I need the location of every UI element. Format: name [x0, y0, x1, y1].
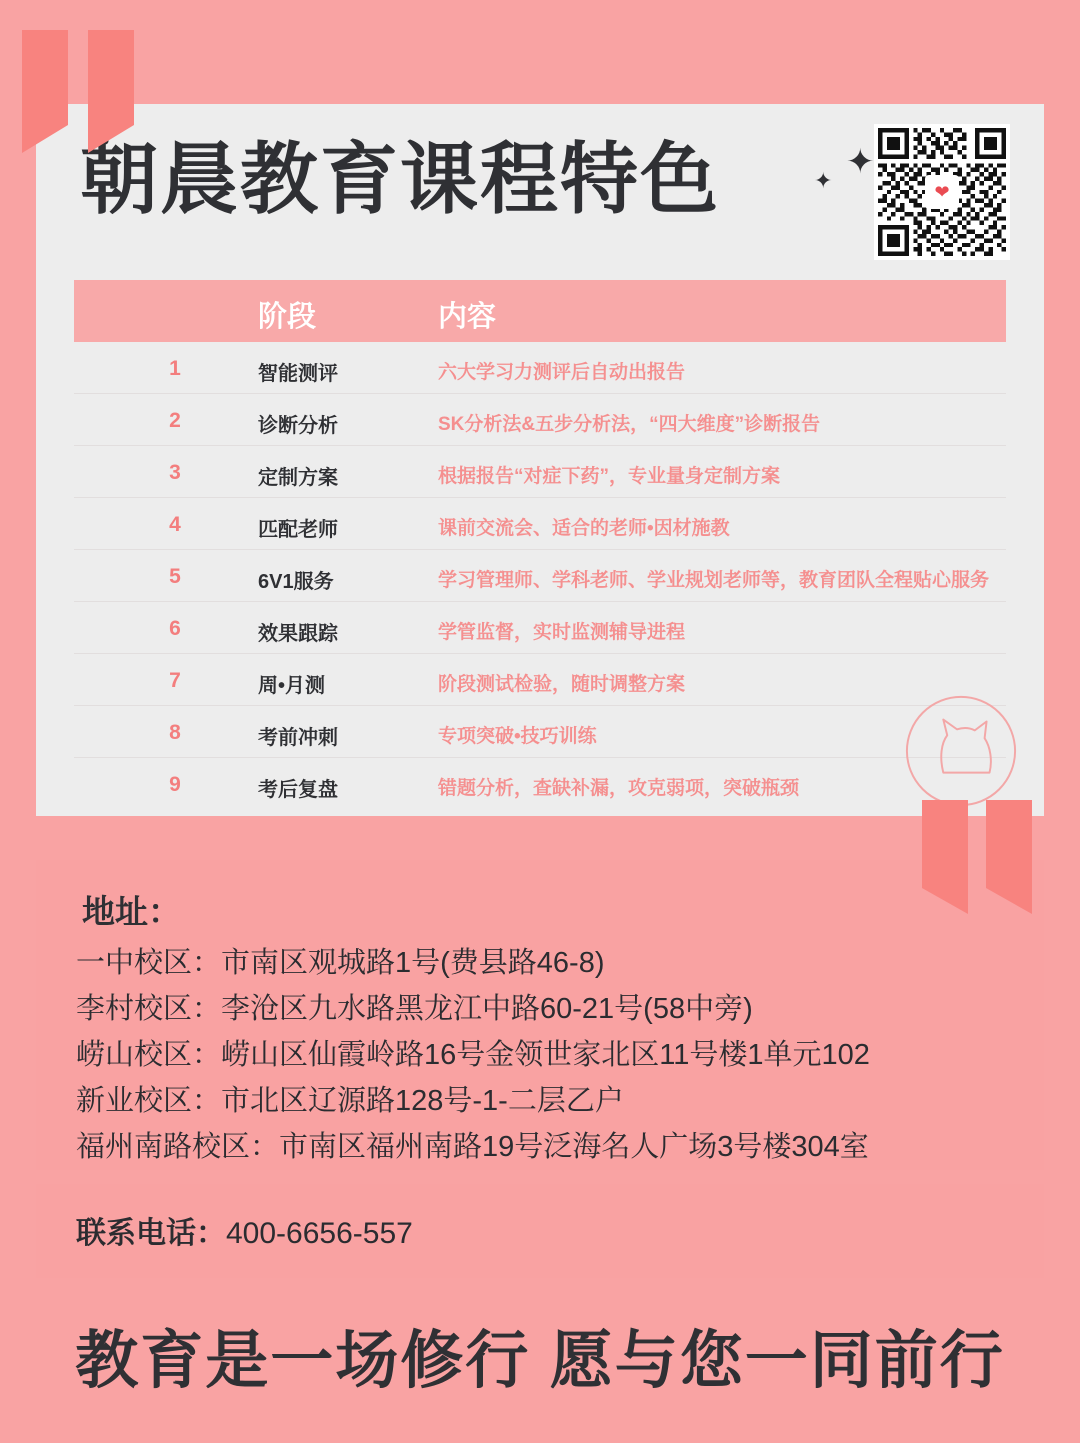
column-header-stage: 阶段 [258, 301, 317, 333]
list-item: 一中校区：市南区观城路1号(费县路46-8) [76, 947, 605, 979]
row-content: 学习管理师、学科老师、学业规划老师等，教育团队全程贴心服务 [438, 570, 990, 591]
table-row [74, 550, 1006, 602]
row-number: 1 [169, 357, 181, 380]
table-row [74, 706, 1006, 758]
address-title: 地址： [82, 893, 181, 930]
list-item: 新业校区：市北区辽源路128号-1-二层乙户 [76, 1085, 624, 1117]
table-row [74, 602, 1006, 654]
cat-outline-icon [902, 692, 1020, 810]
contact-section [36, 1184, 1044, 1278]
row-number: 7 [169, 669, 181, 692]
address-list [76, 940, 1016, 1170]
row-content: 阶段测试检验，随时调整方案 [438, 674, 686, 695]
sparkle-small-icon: ✦ [814, 168, 833, 193]
address-section [36, 860, 1044, 1170]
row-number: 8 [169, 721, 181, 744]
row-number: 5 [169, 565, 181, 588]
quote-open-icon [22, 30, 152, 125]
contact-line [76, 1208, 413, 1252]
table-row [74, 498, 1006, 550]
contact-label: 联系电话： [76, 1217, 226, 1250]
row-stage: 周•月测 [258, 675, 326, 697]
row-content: 错题分析，查缺补漏，攻克弱项，突破瓶颈 [438, 778, 800, 799]
list-item: 福州南路校区：市南区福州南路19号泛海名人广场3号楼304室 [76, 1131, 869, 1163]
quote-close-icon [922, 800, 1040, 888]
list-item: 李村校区：李沧区九水路黑龙江中路60-21号(58中旁) [76, 993, 753, 1025]
sparkle-large-icon: ✦ [846, 143, 875, 181]
course-table [74, 280, 1006, 809]
row-stage: 定制方案 [258, 467, 338, 489]
table-row [74, 342, 1006, 394]
table-header-row [74, 280, 1006, 342]
list-item: 崂山校区：崂山区仙霞岭路16号金领世家北区11号楼1单元102 [76, 1039, 870, 1071]
row-number: 4 [169, 513, 181, 536]
table-row [74, 654, 1006, 706]
course-feature-card [36, 104, 1044, 816]
contact-number[interactable]: 400-6656-557 [226, 1217, 413, 1250]
row-number: 9 [169, 773, 181, 796]
row-number: 2 [169, 409, 181, 432]
table-row [74, 394, 1006, 446]
row-stage: 智能测评 [258, 363, 338, 385]
row-stage: 诊断分析 [258, 415, 338, 437]
row-stage: 匹配老师 [258, 519, 338, 541]
qr-code[interactable] [874, 124, 1010, 260]
row-stage: 6V1服务 [258, 571, 334, 593]
row-number: 3 [169, 461, 181, 484]
row-content: 专项突破•技巧训练 [438, 726, 597, 747]
heart-icon: ❤ [925, 175, 959, 209]
table-row [74, 758, 1006, 809]
row-content: 根据报告“对症下药”，专业量身定制方案 [438, 466, 781, 487]
row-stage: 考后复盘 [258, 779, 338, 801]
row-content: 六大学习力测评后自动出报告 [438, 362, 686, 383]
row-content: SK分析法&五步分析法，“四大维度”诊断报告 [438, 414, 821, 435]
slogan: 教育是一场修行 愿与您一同前行 [75, 1326, 1005, 1396]
column-header-content: 内容 [438, 301, 497, 333]
table-row [74, 446, 1006, 498]
row-content: 课前交流会、适合的老师•因材施教 [438, 518, 730, 539]
row-stage: 效果跟踪 [258, 623, 338, 645]
row-stage: 考前冲刺 [258, 727, 338, 749]
row-number: 6 [169, 617, 181, 640]
row-content: 学管监督，实时监测辅导进程 [438, 622, 686, 643]
qr-code-pattern [878, 128, 1006, 256]
page-title: 朝晨教育课程特色 [80, 135, 721, 223]
